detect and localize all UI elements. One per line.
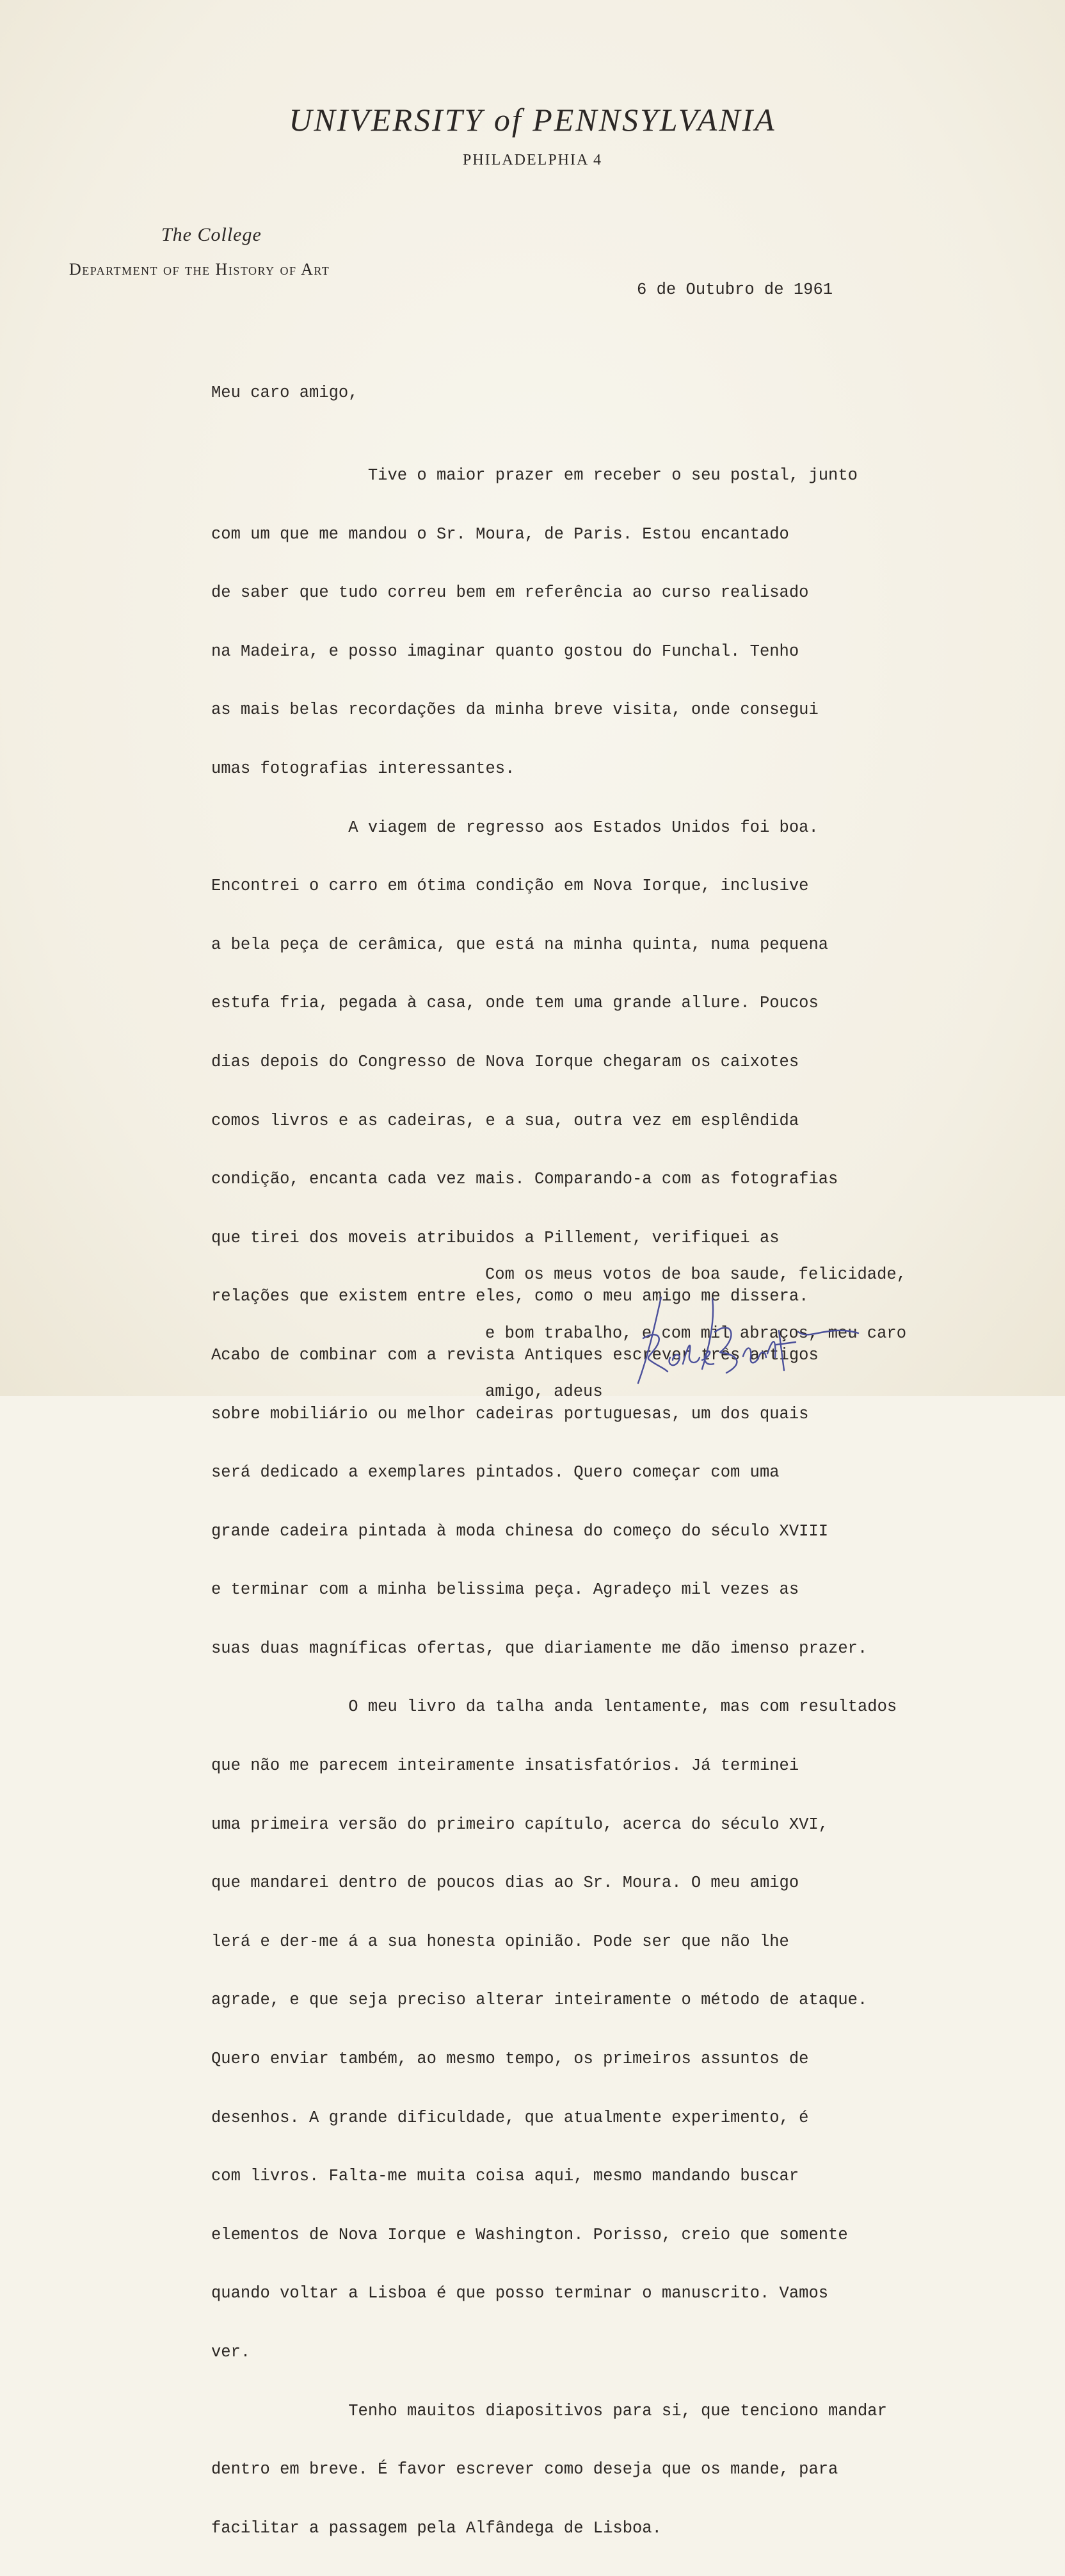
body-line: elementos de Nova Iorque e Washington. Porisso, creio que somente bbox=[211, 2225, 848, 2244]
body-line: na Madeira, e posso imaginar quanto gostou do Funchal. Tenho bbox=[211, 642, 799, 661]
body-line: que mandarei dentro de poucos dias ao Sr. Moura. O meu amigo bbox=[211, 1874, 799, 1893]
body-line: A viagem de regresso aos Estados Unidos foi boa. bbox=[211, 818, 819, 837]
body-line: desenhos. A grande dificuldade, que atualmente experimento, é bbox=[211, 2108, 809, 2127]
body-line: suas duas magníficas ofertas, que diariamente me dão imenso prazer. bbox=[211, 1639, 868, 1658]
body-line: que tirei dos moveis atribuidos a Pillement, verifiquei as bbox=[211, 1228, 780, 1247]
closing-line: Com os meus votos de boa saude, felicidade, bbox=[485, 1265, 907, 1284]
handwritten-signature bbox=[630, 1293, 861, 1389]
body-line: estufa fria, pegada à casa, onde tem uma grande allure. Poucos bbox=[211, 994, 819, 1013]
body-line: grande cadeira pintada à moda chinesa do começo do século XVIII bbox=[211, 1521, 829, 1541]
letter-body bbox=[211, 428, 897, 2576]
closing-line: e bom trabalho, e com mil abraços, meu caro bbox=[485, 1324, 907, 1343]
letterhead-college: The College bbox=[161, 224, 262, 245]
body-line: facilitar a passagem pela Alfândega de Lisboa. bbox=[211, 2518, 662, 2538]
body-line: quando voltar a Lisboa é que posso terminar o manuscrito. Vamos bbox=[211, 2284, 829, 2303]
letterhead-department: Department of the History of Art bbox=[69, 260, 330, 279]
body-line: condição, encanta cada vez mais. Comparando-a com as fotografias bbox=[211, 1170, 838, 1189]
body-line: comos livros e as cadeiras, e a sua, outra vez em esplêndida bbox=[211, 1111, 799, 1130]
body-line: relações que existem entre eles, como o meu amigo me dissera. bbox=[211, 1287, 809, 1306]
body-line: as mais belas recordações da minha breve visita, onde consegui bbox=[211, 701, 819, 720]
body-line: Tive o maior prazer em receber o seu postal, junto bbox=[211, 466, 858, 485]
body-line: uma primeira versão do primeiro capítulo, acerca do século XVI, bbox=[211, 1815, 829, 1834]
body-line: sobre mobiliário ou melhor cadeiras portuguesas, um dos quais bbox=[211, 1404, 809, 1423]
body-line: com livros. Falta-me muita coisa aqui, mesmo mandando buscar bbox=[211, 2167, 799, 2186]
body-line: dentro em breve. É favor escrever como deseja que os mande, para bbox=[211, 2460, 838, 2479]
body-line: Acabo de combinar com a revista Antiques escrever três artigos bbox=[211, 1345, 819, 1365]
body-line: será dedicado a exemplares pintados. Quero começar com uma bbox=[211, 1463, 780, 1482]
body-line: Encontrei o carro em ótima condição em Nova Iorque, inclusive bbox=[211, 877, 809, 896]
body-line: a bela peça de cerâmica, que está na minha quinta, numa pequena bbox=[211, 935, 829, 954]
body-line: dias depois do Congresso de Nova Iorque chegaram os caixotes bbox=[211, 1052, 799, 1071]
letterhead-institution: UNIVERSITY of PENNSYLVANIA bbox=[289, 102, 776, 138]
body-line: com um que me mandou o Sr. Moura, de Paris. Estou encantado bbox=[211, 524, 789, 544]
letterhead-city: PHILADELPHIA 4 bbox=[463, 152, 602, 168]
body-line: Quero enviar também, ao mesmo tempo, os primeiros assuntos de bbox=[211, 2050, 809, 2069]
body-line: Tenho mauitos diapositivos para si, que tenciono mandar bbox=[211, 2401, 887, 2420]
body-line: agrade, e que seja preciso alterar inteiramente o método de ataque. bbox=[211, 1991, 868, 2010]
letter-salutation: Meu caro amigo, bbox=[211, 384, 358, 402]
body-line: lerá e der-me á a sua honesta opinião. Pode ser que não lhe bbox=[211, 1932, 789, 1951]
body-line: de saber que tudo correu bem em referência ao curso realisado bbox=[211, 583, 809, 603]
body-line: ver. bbox=[211, 2343, 251, 2361]
closing-line: amigo, adeus bbox=[485, 1382, 603, 1402]
body-line: umas fotografias interessantes. bbox=[211, 759, 515, 778]
body-line: O meu livro da talha anda lentamente, mas com resultados bbox=[211, 1697, 897, 1717]
letter-date: 6 de Outubro de 1961 bbox=[637, 280, 833, 299]
body-line: que não me parecem inteiramente insatisfatórios. Já terminei bbox=[211, 1756, 799, 1776]
body-line: e terminar com a minha belissima peça. Agradeço mil vezes as bbox=[211, 1580, 799, 1600]
